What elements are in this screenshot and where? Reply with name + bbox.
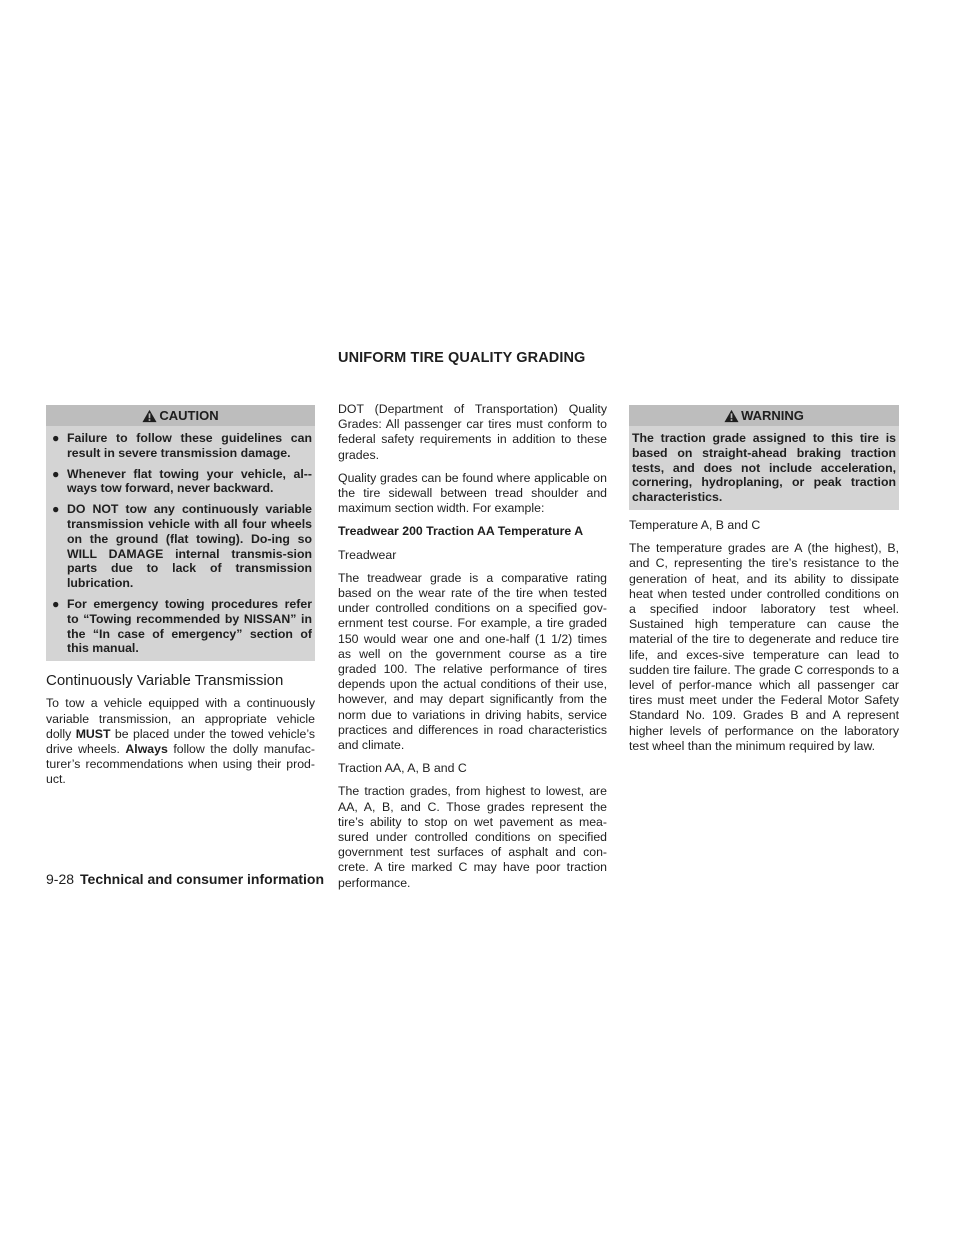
traction-label: Traction AA, A, B and C [338,761,467,776]
page-footer [46,871,324,887]
right-column [629,405,899,762]
cvt-text-2: be placed under the towed vehicle’s drive wheels. [46,726,316,756]
bullet-icon: ● [52,502,60,517]
dot-paragraph: DOT (Department of Transportation) Quality Grades: All passenger car tires must conform to federal safety requirements in addition to these grades. [338,402,607,462]
warning-title: WARNING [741,407,804,423]
caution-title: CAUTION [159,407,219,423]
caution-box [46,405,315,661]
cvt-paragraph [46,696,315,787]
caution-body [46,426,315,661]
caution-item-text: Failure to follow these guidelines can result in severe transmission damage. [67,431,312,460]
caution-item [49,431,312,461]
section-title: UNIFORM TIRE QUALITY GRADING [338,350,586,366]
temperature-label: Temperature A, B and C [629,517,761,532]
chapter-title: Technical and consumer information [80,871,325,887]
cvt-always: Always [125,741,168,756]
temperature-paragraph: The temperature grades are A (the highest), B, and C, representing the tire’s resistance to the generation of heat, and its ability to dissipate heat when tested under controlled conditions on a specified indoor laboratory test wheel. Sustained high temperature can cause the material of the tire to degenerate and reduce tire life, and exces-sive temperature can lead to sudden tire failure. The grade C corresponds to a level of perfor-mance which all passenger car tires must meet under the Federal Motor Safety Standard No. 109. Grades B and A represent higher levels of performance on the laboratory test wheel than the minimum required by law. [629,541,899,753]
cvt-text-1: To tow a vehicle equipped with a continuously variable transmission, an appropriate vehicle dolly [46,696,315,741]
cvt-heading: Continuously Variable Transmission [46,672,284,690]
bullet-icon: ● [52,596,60,611]
caution-item [49,467,312,497]
caution-item [49,502,312,591]
caution-item-text: DO NOT tow any continuously variable transmission vehicle with all four wheels on the ground (flat towing). Do-ing so WILL DAMAGE internal transmis-sion parts due to lack of transmission lubrication. [67,502,312,591]
page-number: 9-28 [46,871,75,887]
treadwear-label: Treadwear [338,547,397,562]
caution-list [49,431,312,656]
grade-example: Treadwear 200 Traction AA Temperature A [338,524,584,539]
warning-triangle-icon [142,409,157,423]
caution-item-text: Whenever flat towing your vehicle, al-ways tow forward, never backward. [67,466,312,496]
caution-header [46,405,315,426]
left-column [46,405,315,796]
quality-grades-paragraph: Quality grades can be found where applicable on the tire sidewall between tread shoulder and maximum section width. For example: [338,470,607,516]
middle-column [338,402,607,899]
bullet-icon: ● [52,431,60,445]
traction-paragraph: The traction grades, from highest to lowest, are AA, A, B, and C. Those grades represent the tire’s ability to stop on wet pavement as mea-sured under controlled conditions on specified government test surfaces of asphalt and con-crete. A tire marked C may have poor traction performance. [338,784,607,890]
cvt-text-3: follow the dolly manufac-turer’s recommendations when using their prod-uct. [46,741,315,787]
warning-text: The traction grade assigned to this tire is based on straight-ahead braking traction tests, and does not include acceleration, cornering, hydroplaning, or peak traction characteristics. [632,431,896,505]
warning-header [629,405,899,426]
cvt-must: MUST [75,726,111,741]
warning-triangle-icon [724,409,739,423]
bullet-icon: ● [52,466,60,481]
caution-item-text: For emergency towing procedures refer to “Towing recommended by NISSAN” in the “In case of emergency” section of this manual. [67,596,312,656]
treadwear-paragraph: The treadwear grade is a comparative rating based on the wear rate of the tire when tested under controlled conditions on a specified gov-ernment test course. For example, a tire graded 150 would wear one and one-half (1 1/2) times as well on the government course as a tire graded 100. The relative performance of tires depends upon the actual conditions of their use, however, and may depart significantly from the norm due to variations in driving habits, service practices and differences in road characteristics and climate. [338,570,607,753]
caution-item [49,597,312,656]
warning-box [629,405,899,510]
